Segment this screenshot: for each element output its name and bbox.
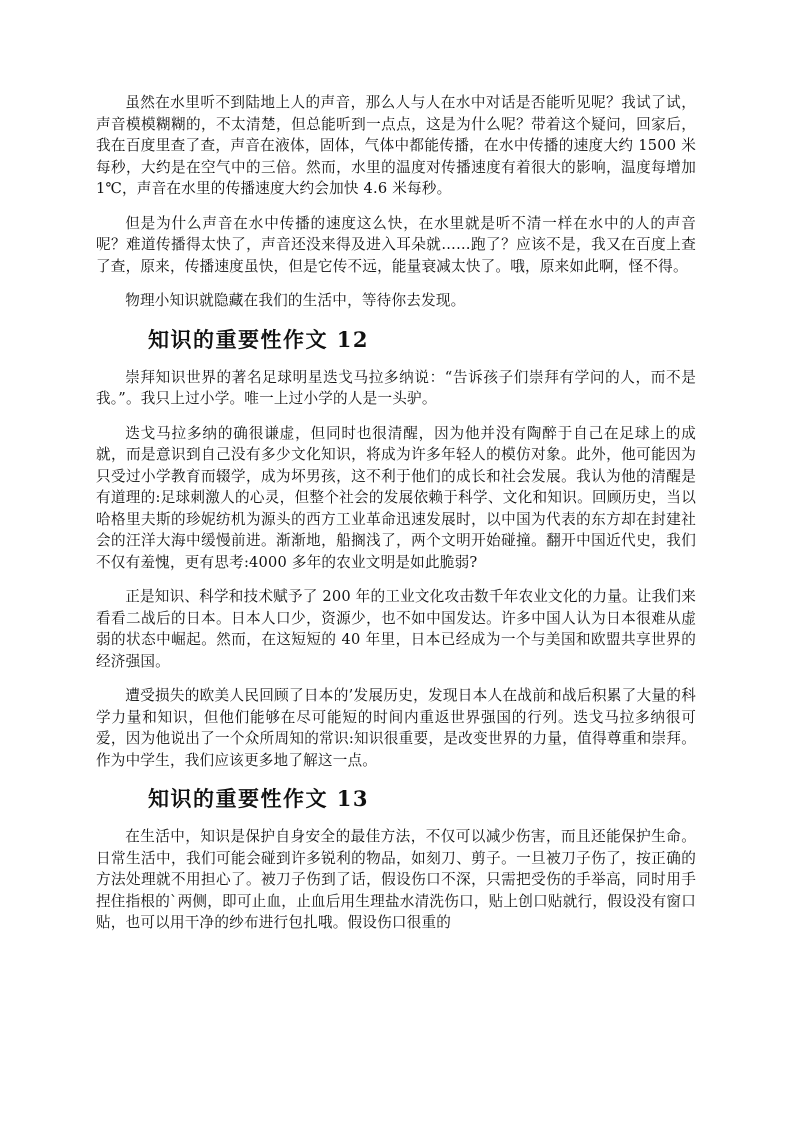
document-body [96,92,696,947]
paragraph: 虽然在水里听不到陆地上人的声音，那么人与人在水中对话是否能听见呢？我试了试，声音模模糊糊的，不太清楚，但总能听到一点点，这是为什么呢？带着这个疑问，回家后，我在百度里查了查，声音在液体，固体，气体中都能传播，在水中传播的速度大约 1500 米每秒，大约是在空气中的三倍。然而，水里的温度对传播速度有着很大的影响，温度每增加 1℃，声音在水里的传播速度大约会加快 4.6 米每秒。 [96,94,696,197]
paragraph: 正是知识、科学和技术赋予了 200 年的工业文化攻击数千年农业文化的力量。让我们来看看二战后的日本。日本人口少，资源少，也不如中国发达。许多中国人认为日本很难从虚弱的状态中崛起。然而，在这短短的 40 年里，日本已经成为一个与美国和欧盟共享世界的经济强国。 [96,588,696,670]
section-heading: 知识的重要性作文 13 [148,786,370,811]
paragraph: 但是为什么声音在水中传播的速度这么快，在水里就是听不清一样在水中的人的声音呢？难道传播得太快了，声音还没来得及进入耳朵就……跑了？应该不是，我又在百度上查了查，原来，传播速度虽快，但是它传不远，能量衰减太快了。哦，原来如此啊，怪不得。 [96,214,696,275]
paragraph: 物理小知识就隐藏在我们的生活中，等待你去发现。 [125,292,466,309]
paragraph: 遭受损失的欧美人民回顾了日本的’发展历史，发现日本人在战前和战后积累了大量的科学力量和知识，但他们能够在尽可能短的时间内重返世界强国的行列。迭戈马拉多纳很可爱，因为他说出了一个众所周知的常识:知识很重要，是改变世界的力量，值得尊重和崇拜。作为中学生，我们应该更多地了解这一点。 [96,687,696,769]
paragraph: 崇拜知识世界的著名足球明星迭戈马拉多纳说：“告诉孩子们崇拜有学问的人，而不是我。”。我只上过小学。唯一上过小学的人是一头驴。 [96,368,696,407]
paragraph: 在生活中，知识是保护自身安全的最佳方法，不仅可以减少伤害，而且还能保护生命。日常生活中，我们可能会碰到许多锐利的物品，如刻刀、剪子。一旦被刀子伤了，按正确的方法处理就不用担心了。被刀子伤到了话，假设伤口不深，只需把受伤的手举高，同时用手捏住指根的`两侧，即可止血，止血后用生理盐水清洗伤口，贴上创口贴就行，假设没有窗口贴，也可以用干净的纱布进行包扎哦。假设伤口很重的 [96,828,696,931]
section-heading: 知识的重要性作文 12 [148,326,370,352]
paragraph: 迭戈马拉多纳的确很谦虚，但同时也很清醒，因为他并没有陶醉于自己在足球上的成就，而是意识到自己没有多少文化知识，将成为许多年轻人的模仿对象。此外，他可能因为只受过小学教育而辍学，成为坏男孩，这不利于他们的成长和社会发展。我认为他的清醒是有道理的:足球刺激人的心灵，但整个社会的发展依赖于科学、文化和知识。回顾历史，当以哈格里夫斯的珍妮纺机为源头的西方工业革命迅速发展时，以中国为代表的东方却在封建社会的汪洋大海中缓慢前进。渐渐地，船搁浅了，两个文明开始碰撞。翻开中国近代史，我们不仅有羞愧，更有思考:4000 多年的农业文明是如此脆弱? [96,424,696,571]
